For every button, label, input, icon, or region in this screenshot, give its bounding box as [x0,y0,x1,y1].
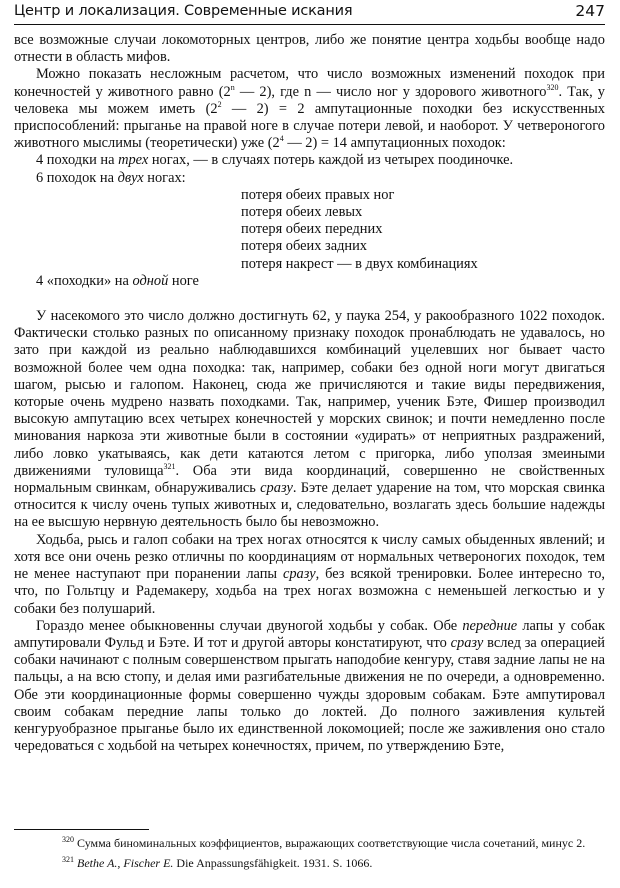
paragraph-spacer [14,290,605,308]
list-item: потеря обеих задних [241,238,367,255]
list-two-legs: 6 походок на двух ногах: [36,169,186,186]
list-item: потеря обеих правых ног [241,186,395,203]
list-item: потеря обеих передних [241,221,383,238]
paragraph-three-legs: Ходьба, рысь и галоп собаки на трех ногах относятся к числу самых обыденных явлений; и хотя все они очень резко отличны по координациям от нормальных четвероногих походок, тем не менее наступают при поранении лапы сразу, без всякой тренировки. Более интересно то, что, по Гольтцу и Радемакеру, ходьба на трех ногах возможна с неменьшей легкостью и у собаки без полушарий. [14,531,605,617]
footnote-ref-321: 321 [163,462,176,472]
footnote-320: $^{320}$ Сумма биноминальных коэффициентов, выражающих соответствующие числа сочетаний, минус 2. [62,835,586,850]
chapter-title: Центр и локализация. Современные искания [14,3,353,19]
list-one-leg: 4 «походки» на одной ноге [36,272,199,289]
list-item: потеря накрест — в двух комбинациях [241,255,478,272]
list-item: потеря обеих левых [241,204,363,221]
two-legs-sublist [14,187,605,273]
paragraph-two-legs: Гораздо менее обыкновенны случаи двуногой ходьбы у собак. Обе передние лапы у собак ампутировали Фульд и Бэте. И тот и другой авторы констатируют, что сразу вслед за операцией собаки начинают с полным совершенством прыгать наподобие кенгуру, ставя задние лапы не на пальцы, а на всю стопу, и делая ими разгибательные движения не по очереди, а одновременно. Обе эти координационные формы совершенно чужды здоровым собакам. Бэте ампутировал своим собакам передние лапы только до локтей. До полного заживления культей кенгуруобразное прыганье было их единственной локомоцией; после же заживления оно стало чередоваться с ходьбой на четырех конечностях, причем, по утверждению Бэте, [14,617,605,755]
footnote-ref-320: 320 [546,82,559,92]
footnote-divider [14,829,149,830]
footnotes [14,836,605,871]
paragraph-gait-count: Можно показать несложным расчетом, что число возможных изменений походок при конечностей у животного равно (2$^n$ — 2), где n — число ног у здорового животного$^{320}$. Так, у человека мы можем иметь ($2^2$ — 2) = 2 ампутационные походки без искусственных приспособлений: прыганье на правой ноге в случае потери левой, и наоборот. У четвероногого животного мыслимы (теоретически) уже ($2^4$ — 2) = 14 ампутационных походок: [14,66,605,152]
list-three-legs: 4 походки на трех ногах, — в случаях потерь каждой из четырех поодиночке. [36,152,514,169]
running-head [14,2,605,25]
paragraph-continuation: все возможные случаи локомоторных центров, либо же понятие центра ходьбы вообще надо отнести в область мифов. [14,32,605,66]
body-text [14,32,605,755]
footnote-321: $^{321}$ Bethe A., Fischer E. Die Anpassungsfähigkeit. 1931. S. 1066. [62,854,373,870]
paragraph-insects: У насекомого это число должно достигнуть 62, у паука 254, у ракообразного 1022 походок. Фактически столько разных по описанному признаку походок пронаблюдать не удавалось, но зато при каждой из реально наблюдавшихся комбинаций уцелевших ног бывает часто возможной более чем одна походка: так, например, собаки без одной ноги могут двигаться шагом, рысью и галопом. Наконец, сюда же причисляются и такие виды передвижения, которые очень мудрено назвать походками. Так, например, ученик Бэте, Фишер производил высокую ампутацию всех четырех конечностей у морских свинок; и почти немедленно после минования наркоза эти животные были в состоянии «удирать» от неприятных раздражений, либо ловко укатываясь, как дети катаются летом с пригорка, либо уползая змеиными движениями туловища$^{321}$. Оба эти вида координаций, совершенно не свойственных нормальным свинкам, обнаруживались сразу. Бэте делает ударение на том, что морская свинка относится к числу очень тупых животных и, следовательно, возлагать здесь большие надежды на ее высшую нервную деятельность было бы невозможно. [14,308,606,531]
page-number: 247 [575,2,605,20]
